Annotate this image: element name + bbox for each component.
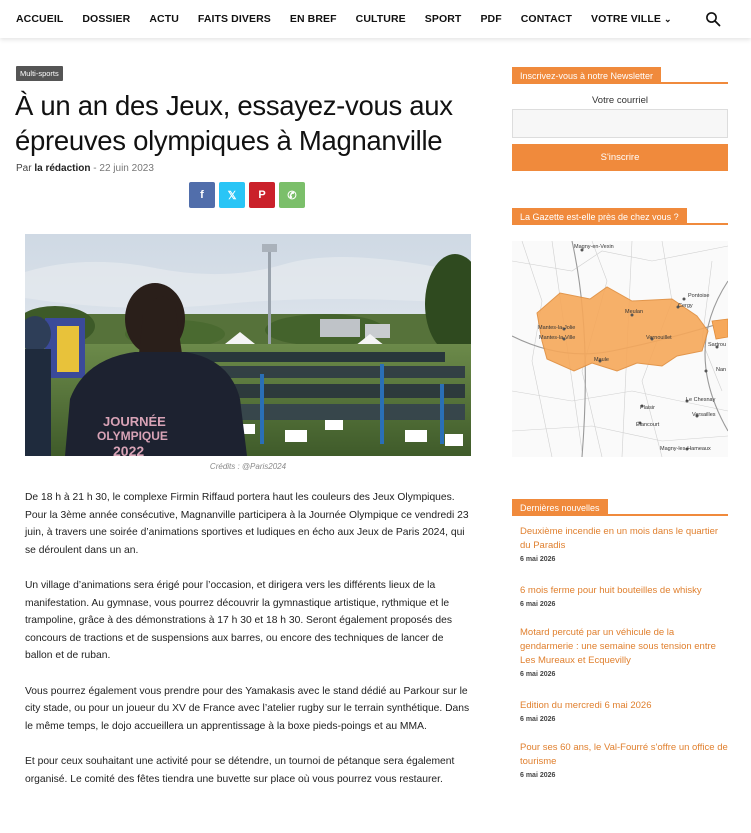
byline-date: 22 juin 2023: [99, 163, 154, 174]
shirt-text-line-2: OLYMPIQUE: [97, 429, 168, 443]
article-hero-image: [25, 234, 471, 456]
nav-item-dossier[interactable]: DOSSIER: [82, 13, 131, 25]
article-byline: [16, 163, 154, 174]
search-icon[interactable]: [705, 11, 721, 27]
nav-item-culture[interactable]: CULTURE: [355, 13, 406, 25]
nav-item-votre-ville[interactable]: [591, 13, 672, 25]
news-item: [520, 699, 730, 723]
x-twitter-icon: 𝕏: [227, 189, 237, 202]
news-item-date: 6 mai 2026: [520, 772, 556, 779]
twitter-share-button[interactable]: [219, 182, 245, 208]
nav-item-en-bref[interactable]: EN BREF: [289, 13, 337, 25]
article-paragraph: Et pour ceux souhaitant une activité pour se détendre, un tournoi de pétanque sera également organisé. Le comité des fêtes tiendra une buvette sur place où vous pourrez vous restaurer.: [25, 755, 455, 785]
article-paragraph: Un village d’animations sera érigé pour l’occasion, et dirigera vers les différents lieux de la manifestation. Au gymnase, vous pourrez découvrir la gymnastique artistique, rythmique et le trampoline, grâce à des démonstrations à 17 h 30 et 18 h 30. Seront également proposés des concours de tractions et de suspensions aux barres, ou encore des techniques de lancer de ballon et de ruban.: [25, 579, 453, 662]
map-label-magny-les-hameaux: Magny-les-Hameaux: [660, 446, 711, 452]
news-item-title[interactable]: Motard percuté par un véhicule de la gendarmerie : une semaine sous tension entre Les Mureaux et Ecquevilly: [520, 627, 716, 666]
map-label-vernouillet: Vernouillet: [646, 335, 672, 341]
article-paragraph: De 18 h à 21 h 30, le complexe Firmin Riffaud portera haut les couleurs des Jeux Olympiques. Pour la 3ème année consécutive, Magnanville participera à la Journée Olympique ce vendredi 23 juin, à travers une soirée d’animations sportives et ludiques en écho aux Jeux de Paris 2024, qui se déroulent dans un an.: [25, 492, 469, 556]
news-item-title[interactable]: Pour ses 60 ans, le Val-Fourré s'offre un office de tourisme: [520, 742, 728, 767]
coverage-map-graphic: [512, 241, 728, 457]
map-label-mantes-la-jolie: Mantes-la-Jolie: [538, 325, 576, 331]
news-item-date: 6 mai 2026: [520, 716, 556, 723]
article-body: [25, 489, 473, 806]
map-label-versailles: Versailles: [692, 412, 716, 418]
news-item: [520, 741, 730, 779]
map-label-cergy: Cergy: [678, 303, 693, 309]
byline-prefix: Par: [16, 163, 32, 174]
nav-item-accueil[interactable]: ACCUEIL: [16, 13, 64, 25]
map-label-pontoise: Pontoise: [688, 293, 710, 299]
facebook-icon: f: [200, 189, 204, 201]
image-caption: Crédits : @Paris2024: [209, 462, 287, 471]
chevron-down-icon: ⌄: [663, 14, 672, 24]
map-label-le-chesnay: Le Chesnay: [686, 397, 716, 403]
category-badge[interactable]: Multi-sports: [16, 66, 63, 81]
map-label-mantes-la-ville: Mantes-la-Ville: [539, 335, 576, 341]
news-item-title[interactable]: Deuxième incendie en un mois dans le quartier du Paradis: [520, 526, 719, 551]
news-item: [520, 626, 730, 678]
latest-news-heading-label: Dernières nouvelles: [512, 499, 608, 515]
byline-author[interactable]: la rédaction: [34, 163, 91, 174]
map-label-maule: Maule: [594, 357, 609, 363]
article-paragraph: Vous pourrez également vous prendre pour des Yamakasis avec le stand dédié au Parkour sur le city stade, ou pour un joueur du XV de France avec l’atelier rugby sur le terrain synthétique. Dans le même temps, le dojo accueillera un apprentissage à la boxe pieds-poings et au MMA.: [25, 685, 470, 732]
pinterest-share-button[interactable]: [249, 182, 275, 208]
news-item-date: 6 mai 2026: [520, 671, 556, 678]
whatsapp-share-button[interactable]: [279, 182, 305, 208]
news-item: [520, 584, 730, 608]
map-label-elancourt: Élancourt: [636, 422, 660, 428]
map-label-meulan: Meulan: [625, 309, 644, 315]
map-heading-label: La Gazette est-elle près de chez vous ?: [512, 208, 687, 224]
nav-item-contact[interactable]: CONTACT: [520, 13, 572, 25]
map-heading: [512, 207, 728, 225]
coverage-map[interactable]: [512, 241, 728, 457]
news-item-title[interactable]: 6 mois ferme pour huit bouteilles de whisky: [520, 585, 702, 596]
nav-item-votre-ville-label: VOTRE VILLE: [591, 13, 661, 25]
shirt-text-line-3: 2022: [113, 443, 145, 456]
newsletter-heading-label: Inscrivez-vous à notre Newsletter: [512, 67, 661, 83]
pinterest-icon: P: [258, 189, 266, 201]
top-navigation: [0, 0, 751, 38]
map-label-sartrouville: Sartrou: [708, 342, 727, 348]
facebook-share-button[interactable]: [189, 182, 215, 208]
map-label-magny-en-vexin: Magny-en-Vexin: [574, 244, 614, 250]
shirt-text-line-1: JOURNÉE: [103, 414, 166, 429]
newsletter-email-input[interactable]: [512, 109, 728, 138]
byline-separator: -: [93, 163, 97, 174]
latest-news-heading: [512, 498, 728, 516]
newsletter-subscribe-button[interactable]: S'inscrire: [512, 144, 728, 171]
map-label-plaisir: Plaisir: [640, 405, 655, 411]
news-item-date: 6 mai 2026: [520, 556, 556, 563]
share-buttons: [189, 182, 305, 208]
whatsapp-icon: ✆: [287, 189, 297, 202]
nav-item-faits-divers[interactable]: FAITS DIVERS: [197, 13, 271, 25]
news-item-date: 6 mai 2026: [520, 601, 556, 608]
news-item-title[interactable]: Edition du mercredi 6 mai 2026: [520, 700, 652, 711]
nav-item-sport[interactable]: SPORT: [424, 13, 462, 25]
nav-item-actu[interactable]: ACTU: [149, 13, 179, 25]
nav-item-pdf[interactable]: PDF: [480, 13, 502, 25]
article-title: À un an des Jeux, essayez-vous aux épreuves olympiques à Magnanville: [15, 90, 453, 156]
newsletter-heading: [512, 66, 728, 84]
map-label-nanterre: Nan: [716, 367, 727, 373]
newsletter-email-label: Votre courriel: [592, 95, 648, 106]
news-item: [520, 525, 730, 563]
